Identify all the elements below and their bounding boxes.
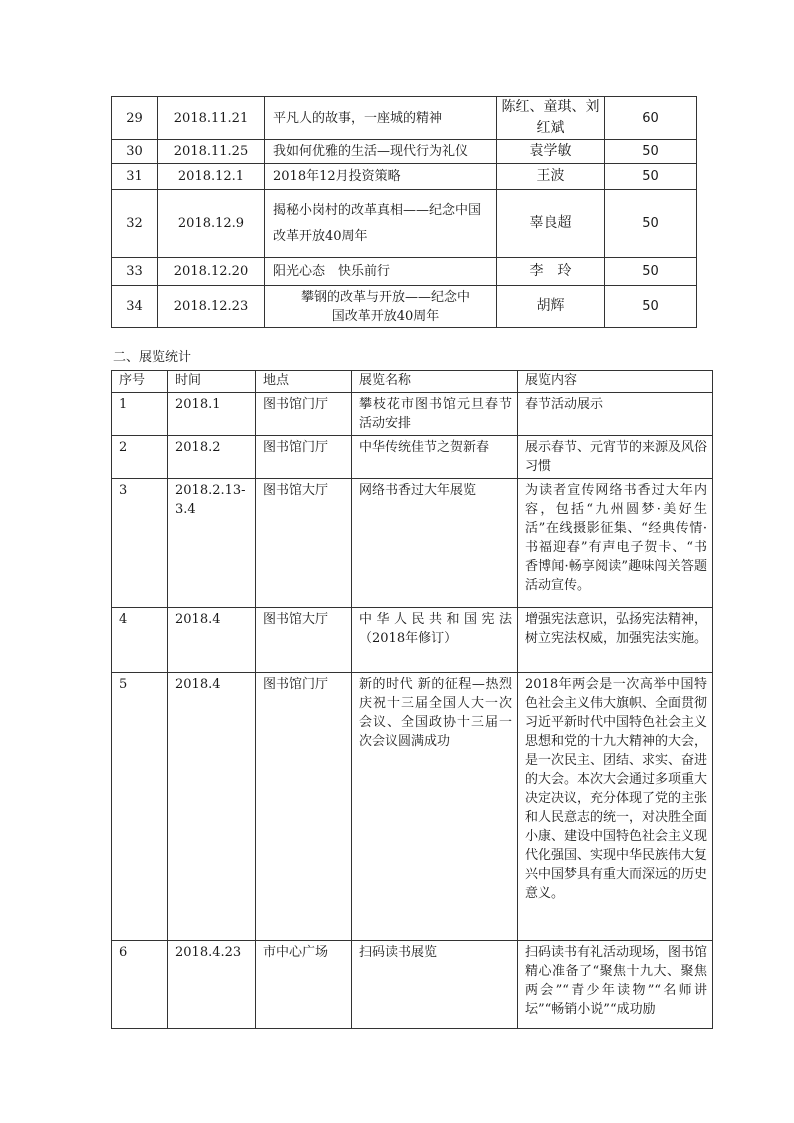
exhibit-content: 2018年两会是一次高举中国特色社会主义伟大旗帜、全面贯彻习近平新时代中国特色社会主义思想和党的十九大精神的大会，是一次民主、团结、求实、奋进的大会。本次大会通过多项重大决定决议，充分体现了党的主张和人民意志的统一，对决胜全面小康、建设中国特色社会主义现代化强国、实现中华民族伟大复兴中国梦具有重大而深远的历史意义。 — [518, 673, 713, 941]
table-row — [112, 164, 697, 190]
exhibit-name: 新的时代 新的征程—热烈庆祝十三届全国人大一次会议、全国政协十三届一次会议圆满成功 — [352, 673, 518, 941]
header-date: 时间 — [168, 371, 256, 393]
lecture-speaker: 陈红、童琪、刘红斌 — [497, 97, 605, 140]
lecture-count: 50 — [605, 190, 697, 258]
exhibit-place: 图书馆门厅 — [256, 436, 352, 479]
table-row — [112, 286, 697, 328]
table-row — [112, 190, 697, 258]
exhibit-date: 2018.2.13-3.4 — [168, 479, 256, 608]
exhibit-name: 中华人民共和国宪法（2018年修订） — [352, 608, 518, 673]
lecture-date: 2018.12.20 — [158, 258, 265, 286]
exhibit-place: 图书馆大厅 — [256, 608, 352, 673]
exhibition-table — [111, 370, 713, 1029]
exhibit-date: 2018.4 — [168, 608, 256, 673]
exhibit-date: 2018.4 — [168, 673, 256, 941]
exhibit-name: 中华传统佳节之贺新春 — [352, 436, 518, 479]
exhibit-no: 4 — [112, 608, 168, 673]
lecture-date: 2018.12.23 — [158, 286, 265, 328]
lecture-no: 32 — [112, 190, 158, 258]
lecture-count: 50 — [605, 258, 697, 286]
header-content: 展览内容 — [518, 371, 713, 393]
section-title: 二、展览统计 — [113, 350, 192, 365]
lecture-table — [111, 96, 697, 328]
table-header-row — [112, 371, 713, 393]
lecture-count: 50 — [605, 140, 697, 164]
lecture-no: 29 — [112, 97, 158, 140]
header-place: 地点 — [256, 371, 352, 393]
table-row — [112, 140, 697, 164]
lecture-speaker: 李 玲 — [497, 258, 605, 286]
lecture-topic: 阳光心态 快乐前行 — [265, 258, 497, 286]
lecture-count: 50 — [605, 164, 697, 190]
table-row — [112, 258, 697, 286]
exhibit-place: 市中心广场 — [256, 941, 352, 1029]
exhibit-place: 图书馆门厅 — [256, 673, 352, 941]
exhibit-no: 1 — [112, 393, 168, 436]
exhibit-name: 网络书香过大年展览 — [352, 479, 518, 608]
lecture-topic: 攀钢的改革与开放——纪念中国改革开放40周年 — [265, 286, 497, 328]
header-name: 展览名称 — [352, 371, 518, 393]
exhibit-place: 图书馆门厅 — [256, 393, 352, 436]
lecture-count: 60 — [605, 97, 697, 140]
exhibit-content: 展示春节、元宵节的来源及风俗习惯 — [518, 436, 713, 479]
exhibit-content: 增强宪法意识，弘扬宪法精神，树立宪法权威，加强宪法实施。 — [518, 608, 713, 673]
exhibit-no: 6 — [112, 941, 168, 1029]
header-no: 序号 — [112, 371, 168, 393]
lecture-count: 50 — [605, 286, 697, 328]
exhibit-date: 2018.4.23 — [168, 941, 256, 1029]
lecture-date: 2018.12.1 — [158, 164, 265, 190]
table-row — [112, 479, 713, 608]
exhibit-content: 为读者宣传网络书香过大年内容，包括“九州圆梦·美好生活”在线摄影征集、“经典传情·书福迎春”有声电子贺卡、“书香博闻·畅享阅读”趣味闯关答题活动宣传。 — [518, 479, 713, 608]
exhibit-no: 3 — [112, 479, 168, 608]
lecture-no: 34 — [112, 286, 158, 328]
table-row — [112, 941, 713, 1029]
exhibit-content: 春节活动展示 — [518, 393, 713, 436]
lecture-no: 31 — [112, 164, 158, 190]
table-row — [112, 436, 713, 479]
table-row — [112, 393, 713, 436]
lecture-speaker: 胡辉 — [497, 286, 605, 328]
table-row — [112, 608, 713, 673]
lecture-no: 30 — [112, 140, 158, 164]
exhibit-no: 5 — [112, 673, 168, 941]
lecture-topic: 我如何优雅的生活—现代行为礼仪 — [265, 140, 497, 164]
lecture-topic: 2018年12月投资策略 — [265, 164, 497, 190]
lecture-topic: 平凡人的故事，一座城的精神 — [265, 97, 497, 140]
lecture-date: 2018.11.21 — [158, 97, 265, 140]
lecture-date: 2018.12.9 — [158, 190, 265, 258]
exhibit-date: 2018.1 — [168, 393, 256, 436]
lecture-date: 2018.11.25 — [158, 140, 265, 164]
table-row — [112, 97, 697, 140]
exhibit-no: 2 — [112, 436, 168, 479]
table-row — [112, 673, 713, 941]
lecture-speaker: 袁学敏 — [497, 140, 605, 164]
exhibit-name: 扫码读书展览 — [352, 941, 518, 1029]
lecture-speaker: 王波 — [497, 164, 605, 190]
exhibit-name: 攀枝花市图书馆元旦春节活动安排 — [352, 393, 518, 436]
lecture-topic: 揭秘小岗村的改革真相——纪念中国改革开放40周年 — [265, 190, 497, 258]
exhibit-place: 图书馆大厅 — [256, 479, 352, 608]
lecture-speaker: 辜良超 — [497, 190, 605, 258]
lecture-no: 33 — [112, 258, 158, 286]
exhibit-content: 扫码读书有礼活动现场，图书馆精心准备了“聚焦十九大、聚焦两会”“青少年读物”“名师讲坛”“畅销小说”“成功励 — [518, 941, 713, 1029]
exhibit-date: 2018.2 — [168, 436, 256, 479]
